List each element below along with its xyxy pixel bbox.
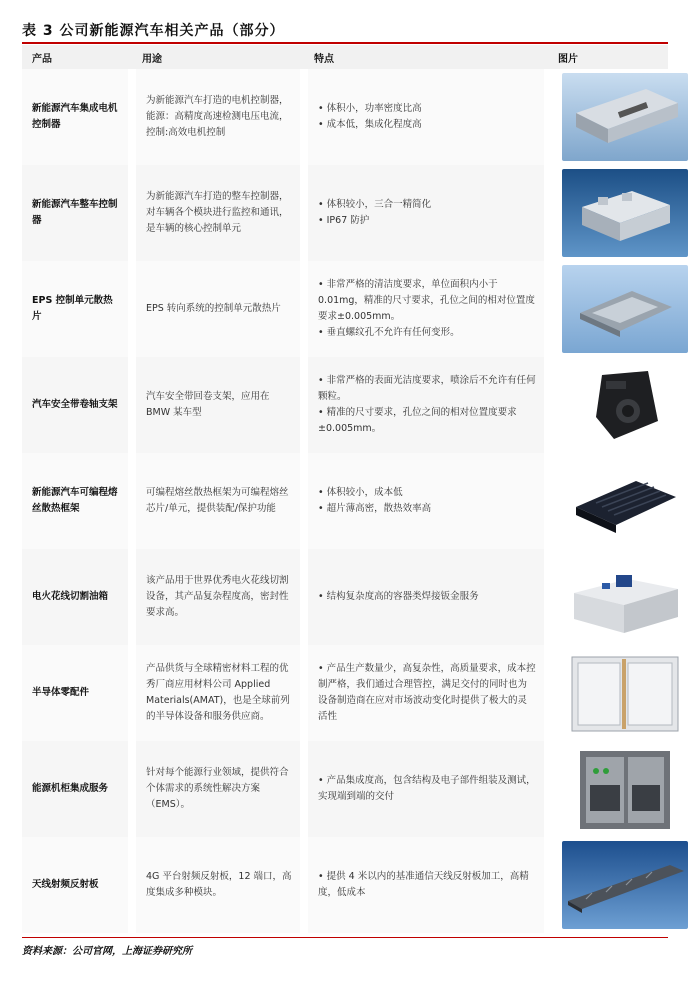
header-product: 产品	[22, 45, 132, 69]
energy-cabinet-image	[548, 741, 668, 837]
feature-item: • 结构复杂度高的容器类焊接钣金服务	[318, 589, 536, 605]
fuse-frame-image	[548, 453, 668, 549]
product-features	[304, 357, 548, 453]
semiconductor-parts-image	[548, 645, 668, 741]
seatbelt-bracket-image	[548, 357, 668, 453]
header-use: 用途	[132, 45, 304, 69]
vehicle-controller-image	[548, 165, 668, 261]
feature-list	[318, 197, 536, 229]
feature-list	[318, 101, 536, 133]
title-divider	[22, 42, 668, 44]
oil-tank-image	[548, 549, 668, 645]
products-table	[22, 45, 668, 933]
table-row	[22, 453, 668, 549]
feature-item: • 体积较小，三合一精简化	[318, 197, 536, 213]
product-name: 能源机柜集成服务	[22, 741, 132, 837]
feature-item: • 非常严格的表面光洁度要求，喷涂后不允许有任何颗粒。	[318, 373, 536, 405]
product-name: 半导体零配件	[22, 645, 132, 741]
feature-item: • 非常严格的清洁度要求，单位面积内小于 0.01mg，精准的尺寸要求，孔位之间的相对位置度要求±0.005mm。	[318, 277, 536, 325]
feature-item: • IP67 防护	[318, 213, 536, 229]
product-use: 针对每个能源行业领域，提供符合个体需求的系统性解决方案（EMS）。	[132, 741, 304, 837]
product-name: 电火花线切割油箱	[22, 549, 132, 645]
product-use: 4G 平台射频反射板，12 端口，高度集成多种模块。	[132, 837, 304, 933]
feature-item: • 体积小，功率密度比高	[318, 101, 536, 117]
header-image: 图片	[548, 45, 668, 69]
product-use: 产品供货与全球精密材料工程的优秀厂商应用材料公司 Applied Materials(AMAT)，也是全球前列的半导体设备和服务供应商。	[132, 645, 304, 741]
feature-item: • 垂直螺纹孔不允许有任何变形。	[318, 325, 536, 341]
product-features	[304, 165, 548, 261]
product-use: 为新能源汽车打造的整车控制器，对车辆各个模块进行监控和通讯，是车辆的核心控制单元	[132, 165, 304, 261]
product-use: 可编程熔丝散热框架为可编程熔丝芯片/单元，提供装配/保护功能	[132, 453, 304, 549]
table-row	[22, 261, 668, 357]
feature-item: • 产品集成度高，包含结构及电子部件组装及测试，实现端到端的交付	[318, 773, 536, 805]
bottom-divider	[22, 937, 668, 938]
header-feature: 特点	[304, 45, 548, 69]
feature-list	[318, 589, 536, 605]
feature-item: • 超片薄高密，散热效率高	[318, 501, 536, 517]
product-name: 天线射频反射板	[22, 837, 132, 933]
feature-item: • 产品生产数量少，高复杂性，高质量要求，成本控制严格，我们通过合理管控，满足交付的同时也为设备制造商在应对市场波动变化时提供了极大的灵活性	[318, 661, 536, 725]
feature-list	[318, 869, 536, 901]
product-name: 新能源汽车集成电机控制器	[22, 69, 132, 165]
product-name: 汽车安全带卷轴支架	[22, 357, 132, 453]
heat-sink-image	[548, 261, 668, 357]
product-use: EPS 转向系统的控制单元散热片	[132, 261, 304, 357]
feature-item: • 精准的尺寸要求，孔位之间的相对位置度要求±0.005mm。	[318, 405, 536, 437]
product-features	[304, 69, 548, 165]
table-row	[22, 741, 668, 837]
feature-list	[318, 661, 536, 725]
source-note: 资料来源：公司官网，上海证券研究所	[22, 946, 192, 957]
product-features	[304, 549, 548, 645]
product-features	[304, 261, 548, 357]
feature-list	[318, 773, 536, 805]
table-row	[22, 549, 668, 645]
product-features	[304, 453, 548, 549]
feature-item: • 成本低，集成化程度高	[318, 117, 536, 133]
product-name: 新能源汽车整车控制器	[22, 165, 132, 261]
table-row	[22, 69, 668, 165]
table-row	[22, 645, 668, 741]
feature-list	[318, 485, 536, 517]
product-name: 新能源汽车可编程熔丝散热框架	[22, 453, 132, 549]
product-features	[304, 741, 548, 837]
table-header-row	[22, 45, 668, 69]
table-title: 表 3 公司新能源汽车相关产品（部分）	[22, 23, 285, 39]
product-use: 为新能源汽车打造的电机控制器，能源：高精度高速检测电压电流，控制:高效电机控制	[132, 69, 304, 165]
table-row	[22, 165, 668, 261]
antenna-reflector-image	[548, 837, 668, 933]
motor-controller-image	[548, 69, 668, 165]
product-features	[304, 837, 548, 933]
feature-list	[318, 277, 536, 341]
product-use: 汽车安全带回卷支架，应用在 BMW 某车型	[132, 357, 304, 453]
product-use: 该产品用于世界优秀电火花线切割设备，其产品复杂程度高，密封性要求高。	[132, 549, 304, 645]
feature-item: • 体积较小，成本低	[318, 485, 536, 501]
product-name: EPS 控制单元散热片	[22, 261, 132, 357]
feature-item: • 提供 4 米以内的基准通信天线反射板加工，高精度，低成本	[318, 869, 536, 901]
table-row	[22, 357, 668, 453]
table-row	[22, 837, 668, 933]
product-features	[304, 645, 548, 741]
feature-list	[318, 373, 536, 437]
